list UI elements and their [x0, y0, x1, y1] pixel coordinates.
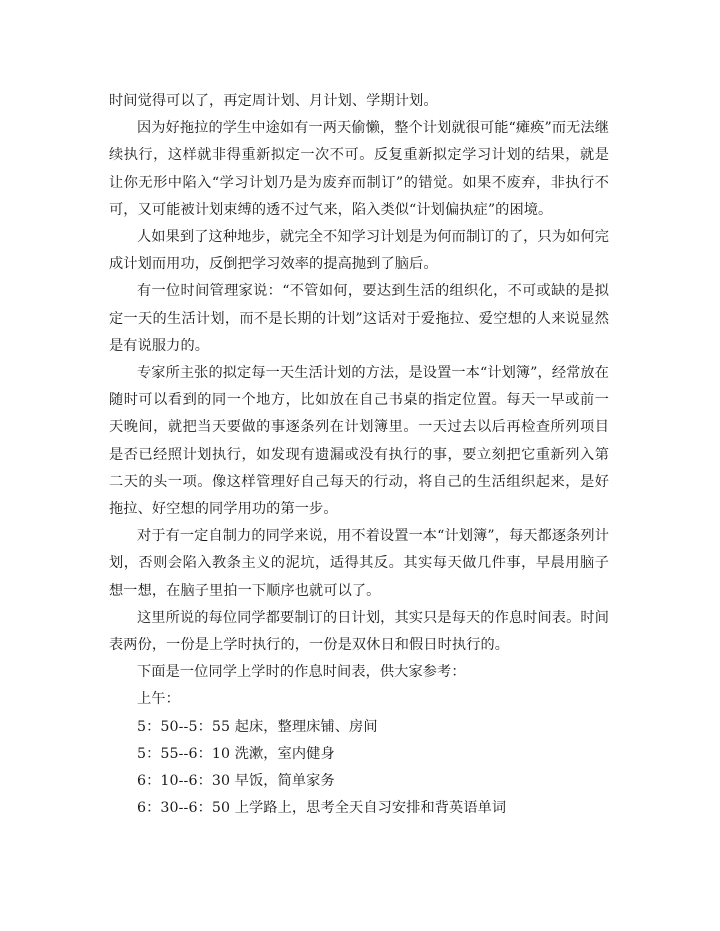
paragraph-4: 有一位时间管理家说：“不管如何，要达到生活的组织化，不可或缺的是拟定一天的生活计划，而不是长期的计划”这话对于爱拖拉、爱空想的人来说显然是有说服力的。 [109, 283, 609, 354]
paragraph-6: 对于有一定自制力的同学来说，用不着设置一本“计划簿”，每天都逐条列计划，否则会陷入教条主义的泥坑，适得其反。其实每天做几件事，早晨用脑子想一想，在脑子里拍一下顺序也就可以了。 [109, 528, 609, 599]
schedule-item: 5：55--6：10 洗漱，室内健身 [137, 745, 335, 762]
document-body [109, 88, 609, 822]
schedule-item: 6：10--6：30 早饭，简单家务 [137, 773, 335, 790]
paragraph-2: 因为好拖拉的学生中途如有一两天偷懒，整个计划就很可能“瘫痪”而无法继续执行，这样就非得重新拟定一次不可。反复重新拟定学习计划的结果，就是让你无形中陷入“学习计划乃是为废弃而制订”的错觉。如果不废弃，非执行不可，又可能被计划束缚的透不过气来，陷入类似“计划偏执症”的困境。 [109, 120, 609, 218]
schedule-item: 6：30--6：50 上学路上，思考全天自习安排和背英语单词 [137, 800, 507, 817]
paragraph-3: 人如果到了这种地步，就完全不知学习计划是为何而制订的了，只为如何完成计划而用功，反倒把学习效率的提高抛到了脑后。 [109, 229, 609, 273]
schedule-item: 5：50--5：55 起床，整理床铺、房间 [137, 718, 378, 735]
paragraph-7: 这里所说的每位同学都要制订的日计划，其实只是每天的作息时间表。时间表两份，一份是上学时执行的，一份是双休日和假日时执行的。 [109, 609, 609, 654]
paragraph-8: 下面是一位同学上学时的作息时间表，供大家参考： [137, 664, 466, 681]
paragraph-5: 专家所主张的拟定每一天生活计划的方法，是设置一本“计划簿”，经常放在随时可以看到的同一个地方，比如放在自己书桌的指定位置。每天一早或前一天晚间，就把当天要做的事逐条列在计划簿里。一天过去以后再检查所列项目是否已经照计划执行，如发现有遗漏或没有执行的事，要立刻把它重新列入第二天的头一项。像这样管理好自己每天的行动，将自己的生活组织起来，是好拖拉、好空想的同学用功的第一步。 [109, 365, 609, 518]
schedule-heading: 上午： [137, 691, 180, 708]
paragraph-1: 时间觉得可以了，再定周计划、月计划、学期计划。 [109, 93, 438, 109]
